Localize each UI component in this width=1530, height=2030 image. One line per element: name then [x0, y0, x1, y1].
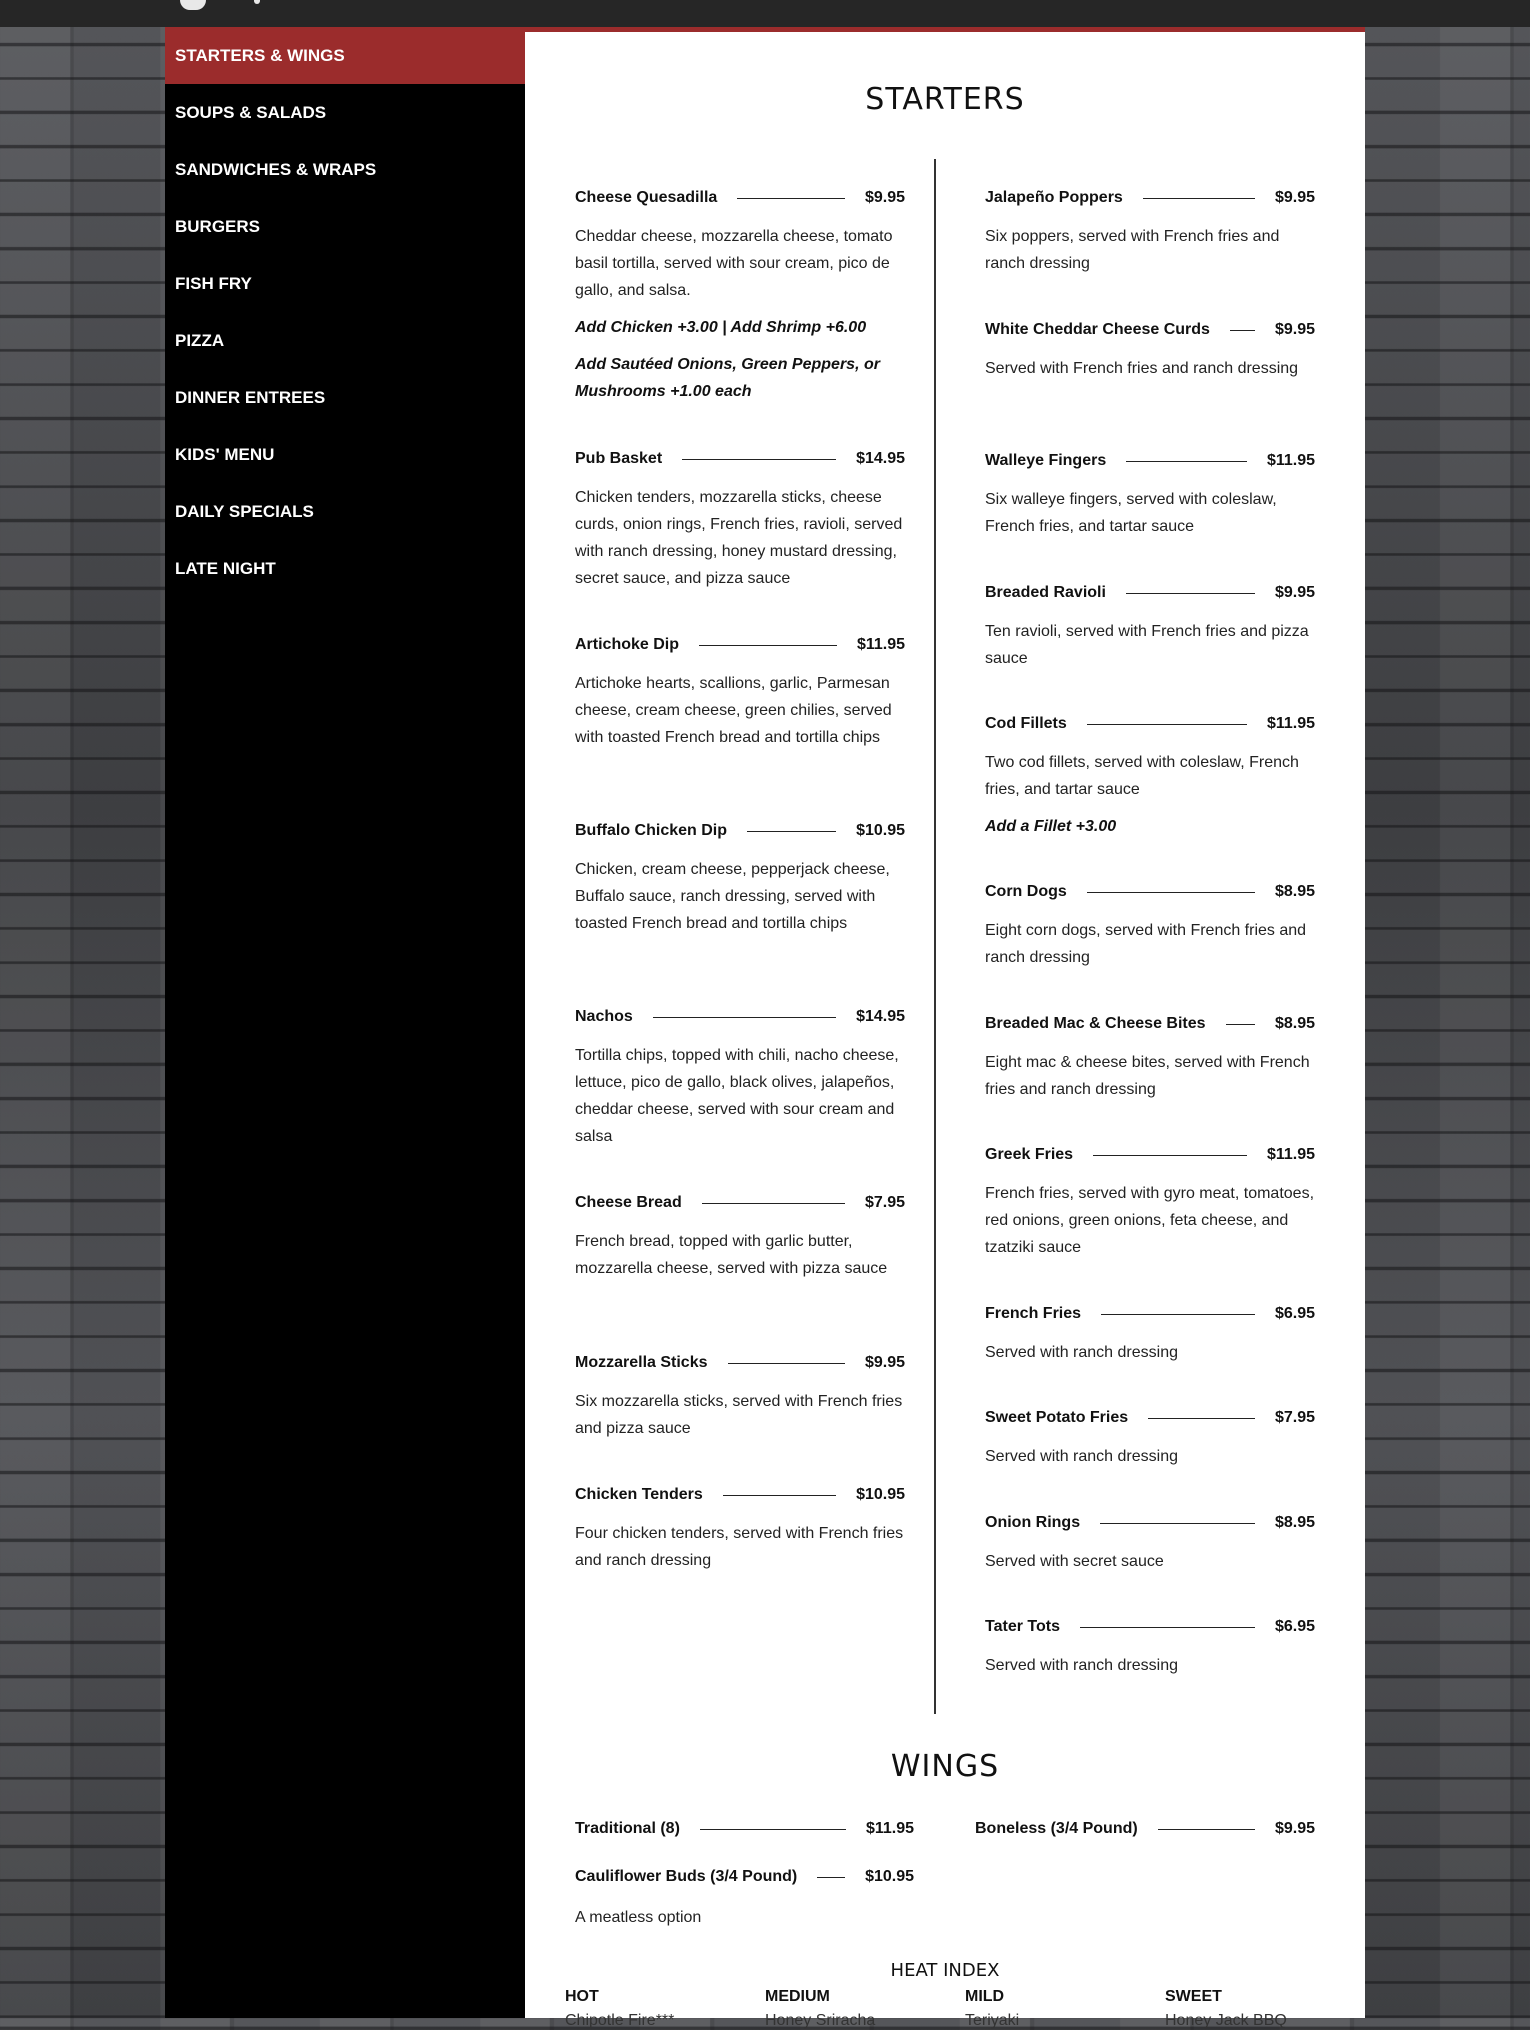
leader-line — [702, 1203, 845, 1204]
leader-line — [1087, 724, 1247, 725]
menu-item — [985, 1303, 1315, 1366]
item-name: Nachos — [575, 1008, 633, 1025]
item-description: Cheddar cheese, mozzarella cheese, tomato basil tortilla, served with sour cream, pico de gallo, and salsa. — [575, 228, 893, 299]
item-name: Walleye Fingers — [985, 452, 1107, 469]
nav-item-fish-fry[interactable]: FISH FRY — [175, 274, 252, 293]
menu-item — [985, 582, 1315, 672]
menu-item — [985, 450, 1315, 540]
item-price: $9.95 — [1274, 189, 1315, 206]
item-description: Served with French fries and ranch dressing — [985, 360, 1299, 377]
item-price: $8.95 — [1274, 1015, 1315, 1032]
item-price: $9.95 — [864, 189, 905, 206]
item-description: Served with ranch dressing — [985, 1344, 1178, 1361]
leader-line — [1093, 1155, 1247, 1156]
menu-item — [575, 448, 905, 592]
item-description: A meatless option — [575, 1909, 702, 1926]
item-name: Pub Basket — [575, 450, 663, 467]
leader-line — [1148, 1418, 1255, 1419]
item-price: $9.95 — [1274, 584, 1315, 601]
menu-item — [985, 1407, 1315, 1470]
menu-item — [575, 1352, 905, 1442]
nav-item-pizza[interactable]: PIZZA — [175, 331, 225, 350]
menu-item — [575, 1192, 905, 1282]
item-name: Traditional (8) — [575, 1820, 680, 1837]
item-price: $11.95 — [856, 636, 905, 653]
item-price: $9.95 — [864, 1354, 905, 1371]
menu-content — [525, 27, 1365, 2029]
item-name: Tater Tots — [985, 1618, 1060, 1635]
item-description: Served with ranch dressing — [985, 1448, 1178, 1465]
leader-line — [1226, 1024, 1255, 1025]
menu-item — [985, 187, 1315, 277]
item-name: Cheese Bread — [575, 1194, 682, 1211]
item-name: French Fries — [985, 1305, 1082, 1322]
heat-sauce: Honey Sriracha — [765, 2012, 876, 2029]
leader-line — [1230, 330, 1255, 331]
item-price: $9.95 — [1274, 1820, 1315, 1837]
heat-column-sweet — [1165, 1988, 1287, 2030]
leader-line — [1143, 198, 1255, 199]
heat-column-heading: MEDIUM — [765, 1988, 830, 2005]
leader-line — [1100, 1523, 1255, 1524]
item-price: $14.95 — [856, 1008, 905, 1025]
item-price: $11.95 — [1266, 715, 1315, 732]
column-divider — [934, 159, 936, 1714]
heat-sauce: Chipotle Fire*** — [565, 2012, 675, 2029]
item-description: Six poppers, served with French fries and ranch dressing — [985, 228, 1280, 272]
leader-line — [728, 1363, 845, 1364]
nav-item-dinner-entrees[interactable]: DINNER ENTREES — [175, 388, 326, 407]
item-name: Cod Fillets — [985, 715, 1067, 732]
menu-item — [575, 1484, 905, 1574]
item-price: $10.95 — [865, 1868, 914, 1885]
item-price: $6.95 — [1274, 1618, 1315, 1635]
item-addon: Add a Fillet +3.00 — [985, 818, 1117, 835]
nav-item-daily-specials[interactable]: DAILY SPECIALS — [175, 502, 314, 521]
item-name: Chicken Tenders — [575, 1486, 703, 1503]
menu-item — [985, 1616, 1315, 1679]
heat-sauce: Honey Jack BBQ — [1165, 2012, 1287, 2029]
item-name: Artichoke Dip — [575, 636, 680, 653]
menu-item — [985, 881, 1315, 971]
nav-item-kids-menu[interactable]: KIDS' MENU — [175, 445, 275, 464]
leader-line — [682, 459, 836, 460]
item-description: Artichoke hearts, scallions, garlic, Parmesan cheese, cream cheese, green chilies, served with toasted French bread and tortilla chips — [575, 675, 892, 746]
menu-item — [985, 1013, 1315, 1103]
nav-item-late-night[interactable]: LATE NIGHT — [175, 559, 276, 578]
nav-item-burgers[interactable]: BURGERS — [175, 217, 261, 236]
heat-index-heading: HEAT INDEX — [890, 1960, 1000, 1981]
heat-column-heading: SWEET — [1165, 1988, 1222, 2005]
item-description: Two cod fillets, served with coleslaw, French fries, and tartar sauce — [985, 754, 1299, 798]
item-price: $10.95 — [856, 1486, 905, 1503]
leader-line — [1080, 1627, 1255, 1628]
nav-item-soups-salads[interactable]: SOUPS & SALADS — [175, 103, 327, 122]
leader-line — [1126, 461, 1247, 462]
menu-item — [575, 634, 905, 751]
item-price: $11.95 — [1266, 1146, 1315, 1163]
leader-line — [817, 1877, 845, 1878]
item-price: $14.95 — [856, 450, 905, 467]
leader-line — [737, 198, 845, 199]
item-price: $7.95 — [864, 1194, 905, 1211]
menu-item — [985, 319, 1315, 382]
heat-column-heading: HOT — [565, 1988, 599, 2005]
logo-mark — [254, 0, 260, 4]
item-description: French fries, served with gyro meat, tomatoes, red onions, green onions, feta cheese, and tzatziki sauce — [985, 1185, 1315, 1256]
item-name: Breaded Mac & Cheese Bites — [985, 1015, 1206, 1032]
nav-item-sandwiches-wraps[interactable]: SANDWICHES & WRAPS — [175, 160, 377, 179]
item-addon: Add Chicken +3.00 | Add Shrimp +6.00 — [575, 319, 867, 336]
menu-item — [985, 1512, 1315, 1575]
item-name: Breaded Ravioli — [985, 584, 1106, 601]
item-description: Eight corn dogs, served with French fries and ranch dressing — [985, 922, 1307, 966]
starters-heading: STARTERS — [865, 82, 1025, 117]
item-description: French bread, topped with garlic butter, mozzarella cheese, served with pizza sauce — [575, 1233, 888, 1277]
nav-item-starters-wings[interactable]: STARTERS & WINGS — [165, 27, 525, 84]
item-description: Ten ravioli, served with French fries and pizza sauce — [985, 623, 1309, 667]
item-name: Jalapeño Poppers — [985, 189, 1123, 206]
leader-line — [700, 1829, 846, 1830]
heat-column-medium — [765, 1988, 875, 2030]
item-name: Cheese Quesadilla — [575, 189, 718, 206]
item-price: $8.95 — [1274, 883, 1315, 900]
wings-heading: WINGS — [890, 1749, 1000, 1784]
item-description: Six mozzarella sticks, served with French fries and pizza sauce — [575, 1393, 903, 1437]
menu-item — [985, 1144, 1315, 1261]
item-price: $9.95 — [1274, 321, 1315, 338]
item-name: White Cheddar Cheese Curds — [985, 321, 1210, 338]
item-description: Six walleye fingers, served with coleslaw, French fries, and tartar sauce — [985, 491, 1277, 535]
item-addon: Add Sautéed Onions, Green Peppers, or Mushrooms +1.00 each — [575, 356, 880, 400]
wing-item — [575, 1866, 914, 1888]
wing-item — [575, 1818, 914, 1840]
leader-line — [723, 1495, 836, 1496]
wing-item — [975, 1818, 1315, 1840]
menu-item — [985, 713, 1315, 840]
item-price: $11.95 — [865, 1820, 914, 1837]
item-description: Eight mac & cheese bites, served with French fries and ranch dressing — [985, 1054, 1310, 1098]
item-price: $10.95 — [856, 822, 905, 839]
item-description: Served with secret sauce — [985, 1553, 1164, 1570]
leader-line — [1158, 1829, 1255, 1830]
heat-sauce: Teriyaki — [965, 2012, 1020, 2029]
item-name: Corn Dogs — [985, 883, 1067, 900]
item-name: Boneless (3/4 Pound) — [975, 1820, 1138, 1837]
leader-line — [1087, 892, 1255, 893]
leader-line — [653, 1017, 836, 1018]
top-bar — [0, 0, 1530, 27]
heat-column-heading: MILD — [965, 1988, 1005, 2005]
leader-line — [699, 645, 837, 646]
logo-icon[interactable] — [180, 0, 206, 10]
heat-column-mild — [965, 1988, 1019, 2030]
leader-line — [1126, 593, 1255, 594]
item-price: $8.95 — [1274, 1514, 1315, 1531]
item-description: Chicken, cream cheese, pepperjack cheese, Buffalo sauce, ranch dressing, served with toasted French bread and tortilla chips — [575, 861, 890, 932]
menu-item — [575, 1006, 905, 1150]
item-name: Greek Fries — [985, 1146, 1074, 1163]
item-description: Four chicken tenders, served with French fries and ranch dressing — [575, 1525, 904, 1569]
item-name: Sweet Potato Fries — [985, 1409, 1129, 1426]
menu-sidebar — [165, 27, 525, 2018]
item-price: $7.95 — [1274, 1409, 1315, 1426]
item-price: $6.95 — [1274, 1305, 1315, 1322]
leader-line — [747, 831, 836, 832]
item-name: Mozzarella Sticks — [575, 1354, 708, 1371]
item-name: Buffalo Chicken Dip — [575, 822, 728, 839]
item-name: Onion Rings — [985, 1514, 1081, 1531]
item-description: Served with ranch dressing — [985, 1657, 1178, 1674]
heat-column-hot — [565, 1988, 674, 2030]
menu-item — [575, 187, 905, 405]
item-description: Tortilla chips, topped with chili, nacho cheese, lettuce, pico de gallo, black olives, jalapeños, cheddar cheese, served with sour cream and salsa — [575, 1047, 899, 1145]
item-description: Chicken tenders, mozzarella sticks, cheese curds, onion rings, French fries, ravioli, served with ranch dressing, honey mustard dressing, secret sauce, and pizza sauce — [575, 489, 903, 587]
leader-line — [1101, 1314, 1255, 1315]
item-price: $11.95 — [1266, 452, 1315, 469]
menu-item — [575, 820, 905, 937]
item-name: Cauliflower Buds (3/4 Pound) — [575, 1868, 798, 1885]
